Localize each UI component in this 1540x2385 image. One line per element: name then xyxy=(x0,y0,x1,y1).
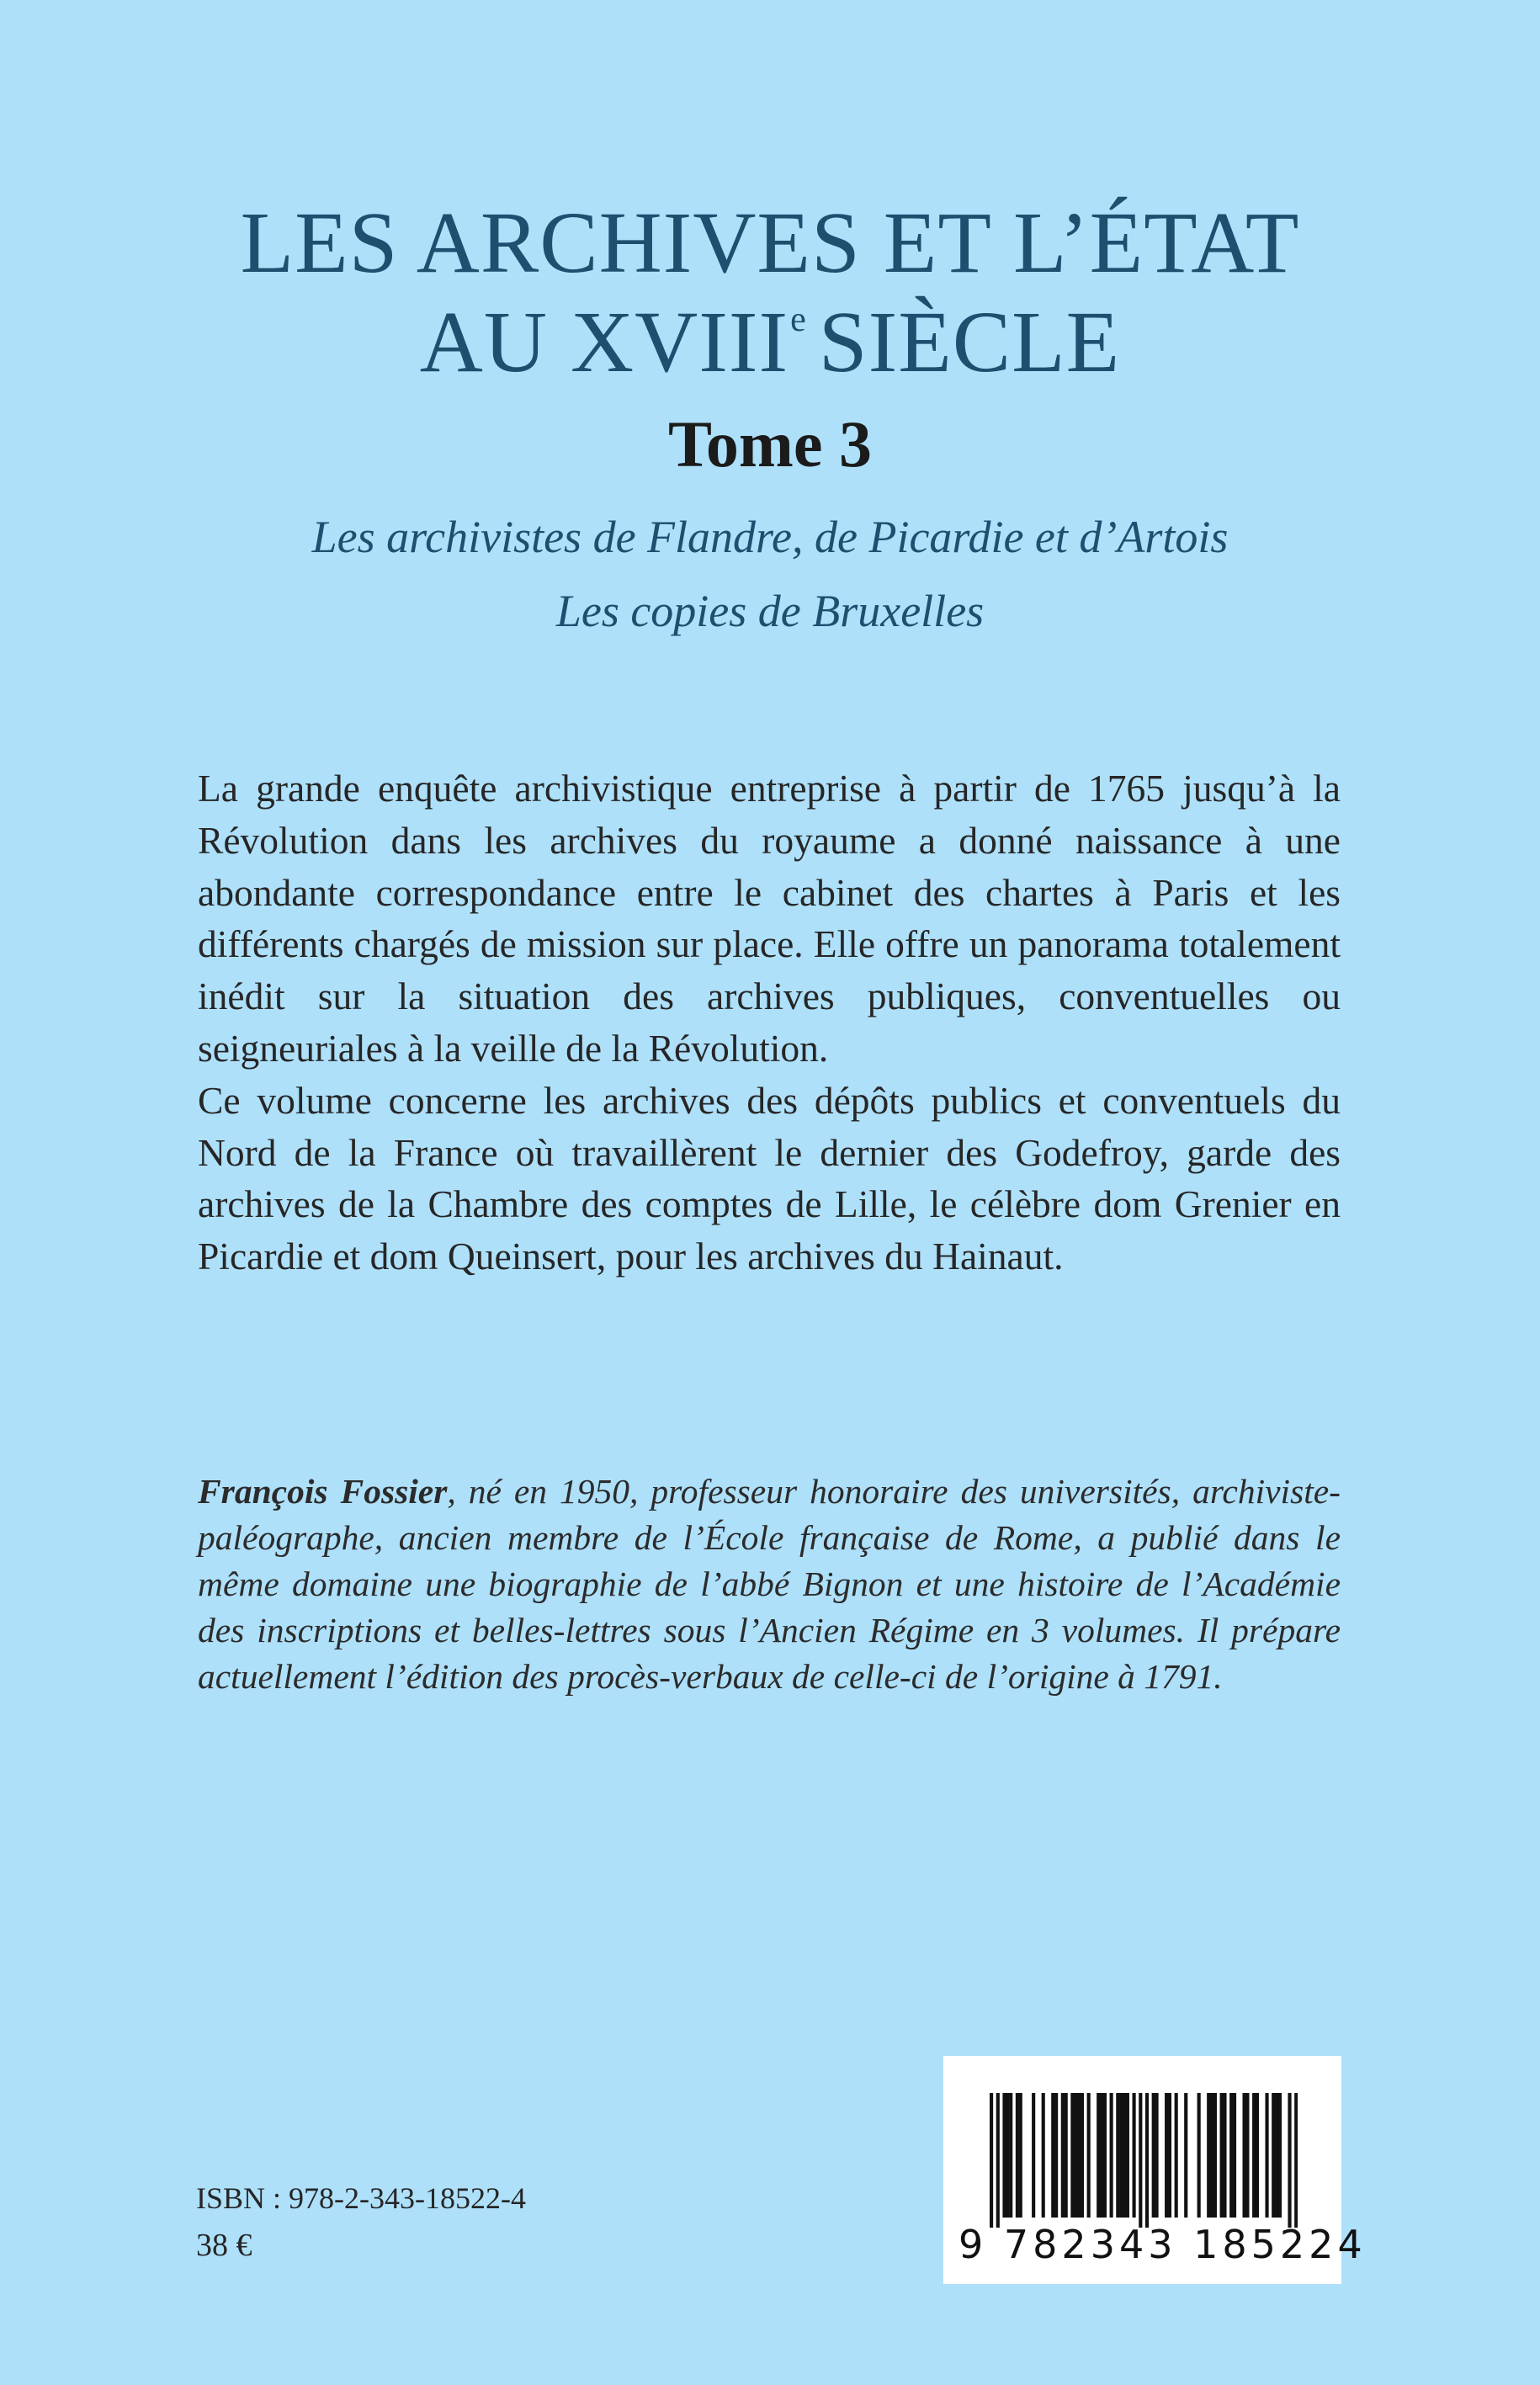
author-name: François Fossier xyxy=(198,1472,448,1511)
barcode-guard-bar xyxy=(1288,2093,1291,2228)
barcode-bar xyxy=(1054,2093,1058,2218)
barcode-bar xyxy=(1065,2093,1068,2218)
barcode-bar xyxy=(1019,2093,1022,2218)
barcode-bar xyxy=(1110,2093,1113,2218)
barcode-bar xyxy=(1119,2093,1123,2218)
isbn-label: ISBN : 978-2-343-18522-4 xyxy=(196,2181,526,2215)
barcode-bar xyxy=(1152,2093,1155,2218)
barcode-bar xyxy=(1074,2093,1077,2218)
barcode-bar xyxy=(1126,2093,1129,2218)
barcode-bar xyxy=(1213,2093,1217,2218)
barcode-bar xyxy=(1175,2093,1178,2218)
barcode-bar xyxy=(1009,2093,1012,2218)
barcode-bar xyxy=(1233,2093,1236,2218)
book-description xyxy=(198,762,1341,1283)
author-bio-text: , né en 1950, professeur honoraire des universités, archiviste-paléographe, ancien membre de l’École française de Rome, a publié dans le même domaine une biographie de l’abbé Bignon et une histoire de l’Académie des inscriptions et belles-lettres sous l’Ancien Régime en 3 volumes. Il prépare actuellement l’édition des procès-verbaux de celle-ci de l’origine à 1791. xyxy=(198,1472,1341,1696)
barcode-bar xyxy=(1123,2093,1126,2218)
barcode-bar xyxy=(1116,2093,1119,2218)
barcode-bar xyxy=(1278,2093,1282,2218)
barcode-bar xyxy=(1051,2093,1054,2218)
barcode-bar xyxy=(1275,2093,1278,2218)
barcode-bar xyxy=(1210,2093,1213,2218)
barcode-bar xyxy=(1133,2093,1136,2218)
barcode xyxy=(943,2056,1367,2284)
barcode-bar xyxy=(1243,2093,1246,2218)
barcode-bar xyxy=(1252,2093,1256,2218)
barcode-bar xyxy=(1061,2093,1065,2218)
title-line-2-end: SIÈCLE xyxy=(818,294,1121,390)
barcode-bar xyxy=(1081,2093,1084,2218)
barcode-bar xyxy=(1097,2093,1100,2218)
barcode-bar xyxy=(1006,2093,1009,2218)
barcode-bar xyxy=(1165,2093,1168,2218)
barcode-bar xyxy=(1042,2093,1045,2218)
price-label: 38 € xyxy=(196,2228,252,2263)
barcode-guard-bar xyxy=(990,2093,993,2228)
barcode-bar xyxy=(1077,2093,1081,2218)
author-bio xyxy=(198,1469,1341,1700)
barcode-bar xyxy=(1223,2093,1226,2218)
barcode-bar xyxy=(1100,2093,1103,2218)
title-line-2 xyxy=(0,293,1540,392)
description-paragraph-1: La grande enquête archivistique entreprise à partir de 1765 jusqu’à la Révolution dans les archives du royaume a donné naissance à une abondante correspondance entre le cabinet des chartes à Paris et les différents chargés de mission sur place. Elle offre un panorama totalement inédit sur la situation des archives publiques, conventuelles ou seigneuriales à la veille de la Révolution. xyxy=(198,767,1341,1070)
barcode-guard-bar xyxy=(1294,2093,1298,2228)
barcode-bar xyxy=(1265,2093,1268,2218)
tome-number: Tome 3 xyxy=(668,407,872,481)
barcode-bar xyxy=(1070,2093,1074,2218)
barcode-digits: 9 782343 185224 xyxy=(959,2222,1367,2267)
barcode-bar xyxy=(1087,2093,1091,2218)
barcode-guard-bar xyxy=(1139,2093,1142,2228)
barcode-bar xyxy=(1197,2093,1201,2218)
barcode-bar xyxy=(1103,2093,1107,2218)
subtitle-brussels-copies: Les copies de Bruxelles xyxy=(555,586,985,636)
barcode-bar xyxy=(1245,2093,1249,2218)
barcode-bar xyxy=(1184,2093,1187,2218)
barcode-bar xyxy=(1002,2093,1006,2218)
barcode-bar xyxy=(1032,2093,1035,2218)
barcode-bar xyxy=(1155,2093,1158,2218)
barcode-bar xyxy=(1016,2093,1019,2218)
barcode-bar xyxy=(1256,2093,1259,2218)
barcode-guard-bar xyxy=(1145,2093,1149,2228)
barcode-bars xyxy=(990,2093,1298,2228)
barcode-bar xyxy=(1168,2093,1171,2218)
century-superscript: e xyxy=(790,300,807,339)
cover-title xyxy=(0,194,1540,392)
title-line-1: LES ARCHIVES ET L’ÉTAT xyxy=(240,194,1300,291)
barcode-bar xyxy=(1229,2093,1233,2218)
barcode-bar xyxy=(1272,2093,1275,2218)
barcode-bar xyxy=(1207,2093,1210,2218)
subtitle-archivists: Les archivistes de Flandre, de Picardie et d’Artois xyxy=(311,512,1229,562)
barcode-bar xyxy=(1220,2093,1224,2218)
title-line-2-start: AU XVIII xyxy=(419,294,789,390)
barcode-guard-bar xyxy=(996,2093,1000,2228)
description-paragraph-2: Ce volume concerne les archives des dépôts publics et conventuels du Nord de la France où travaillèrent le dernier des Godefroy, garde des archives de la Chambre des comptes de Lille, le célèbre dom Grenier en Picardie et dom Queinsert, pour les archives du Hainaut. xyxy=(198,1078,1341,1278)
